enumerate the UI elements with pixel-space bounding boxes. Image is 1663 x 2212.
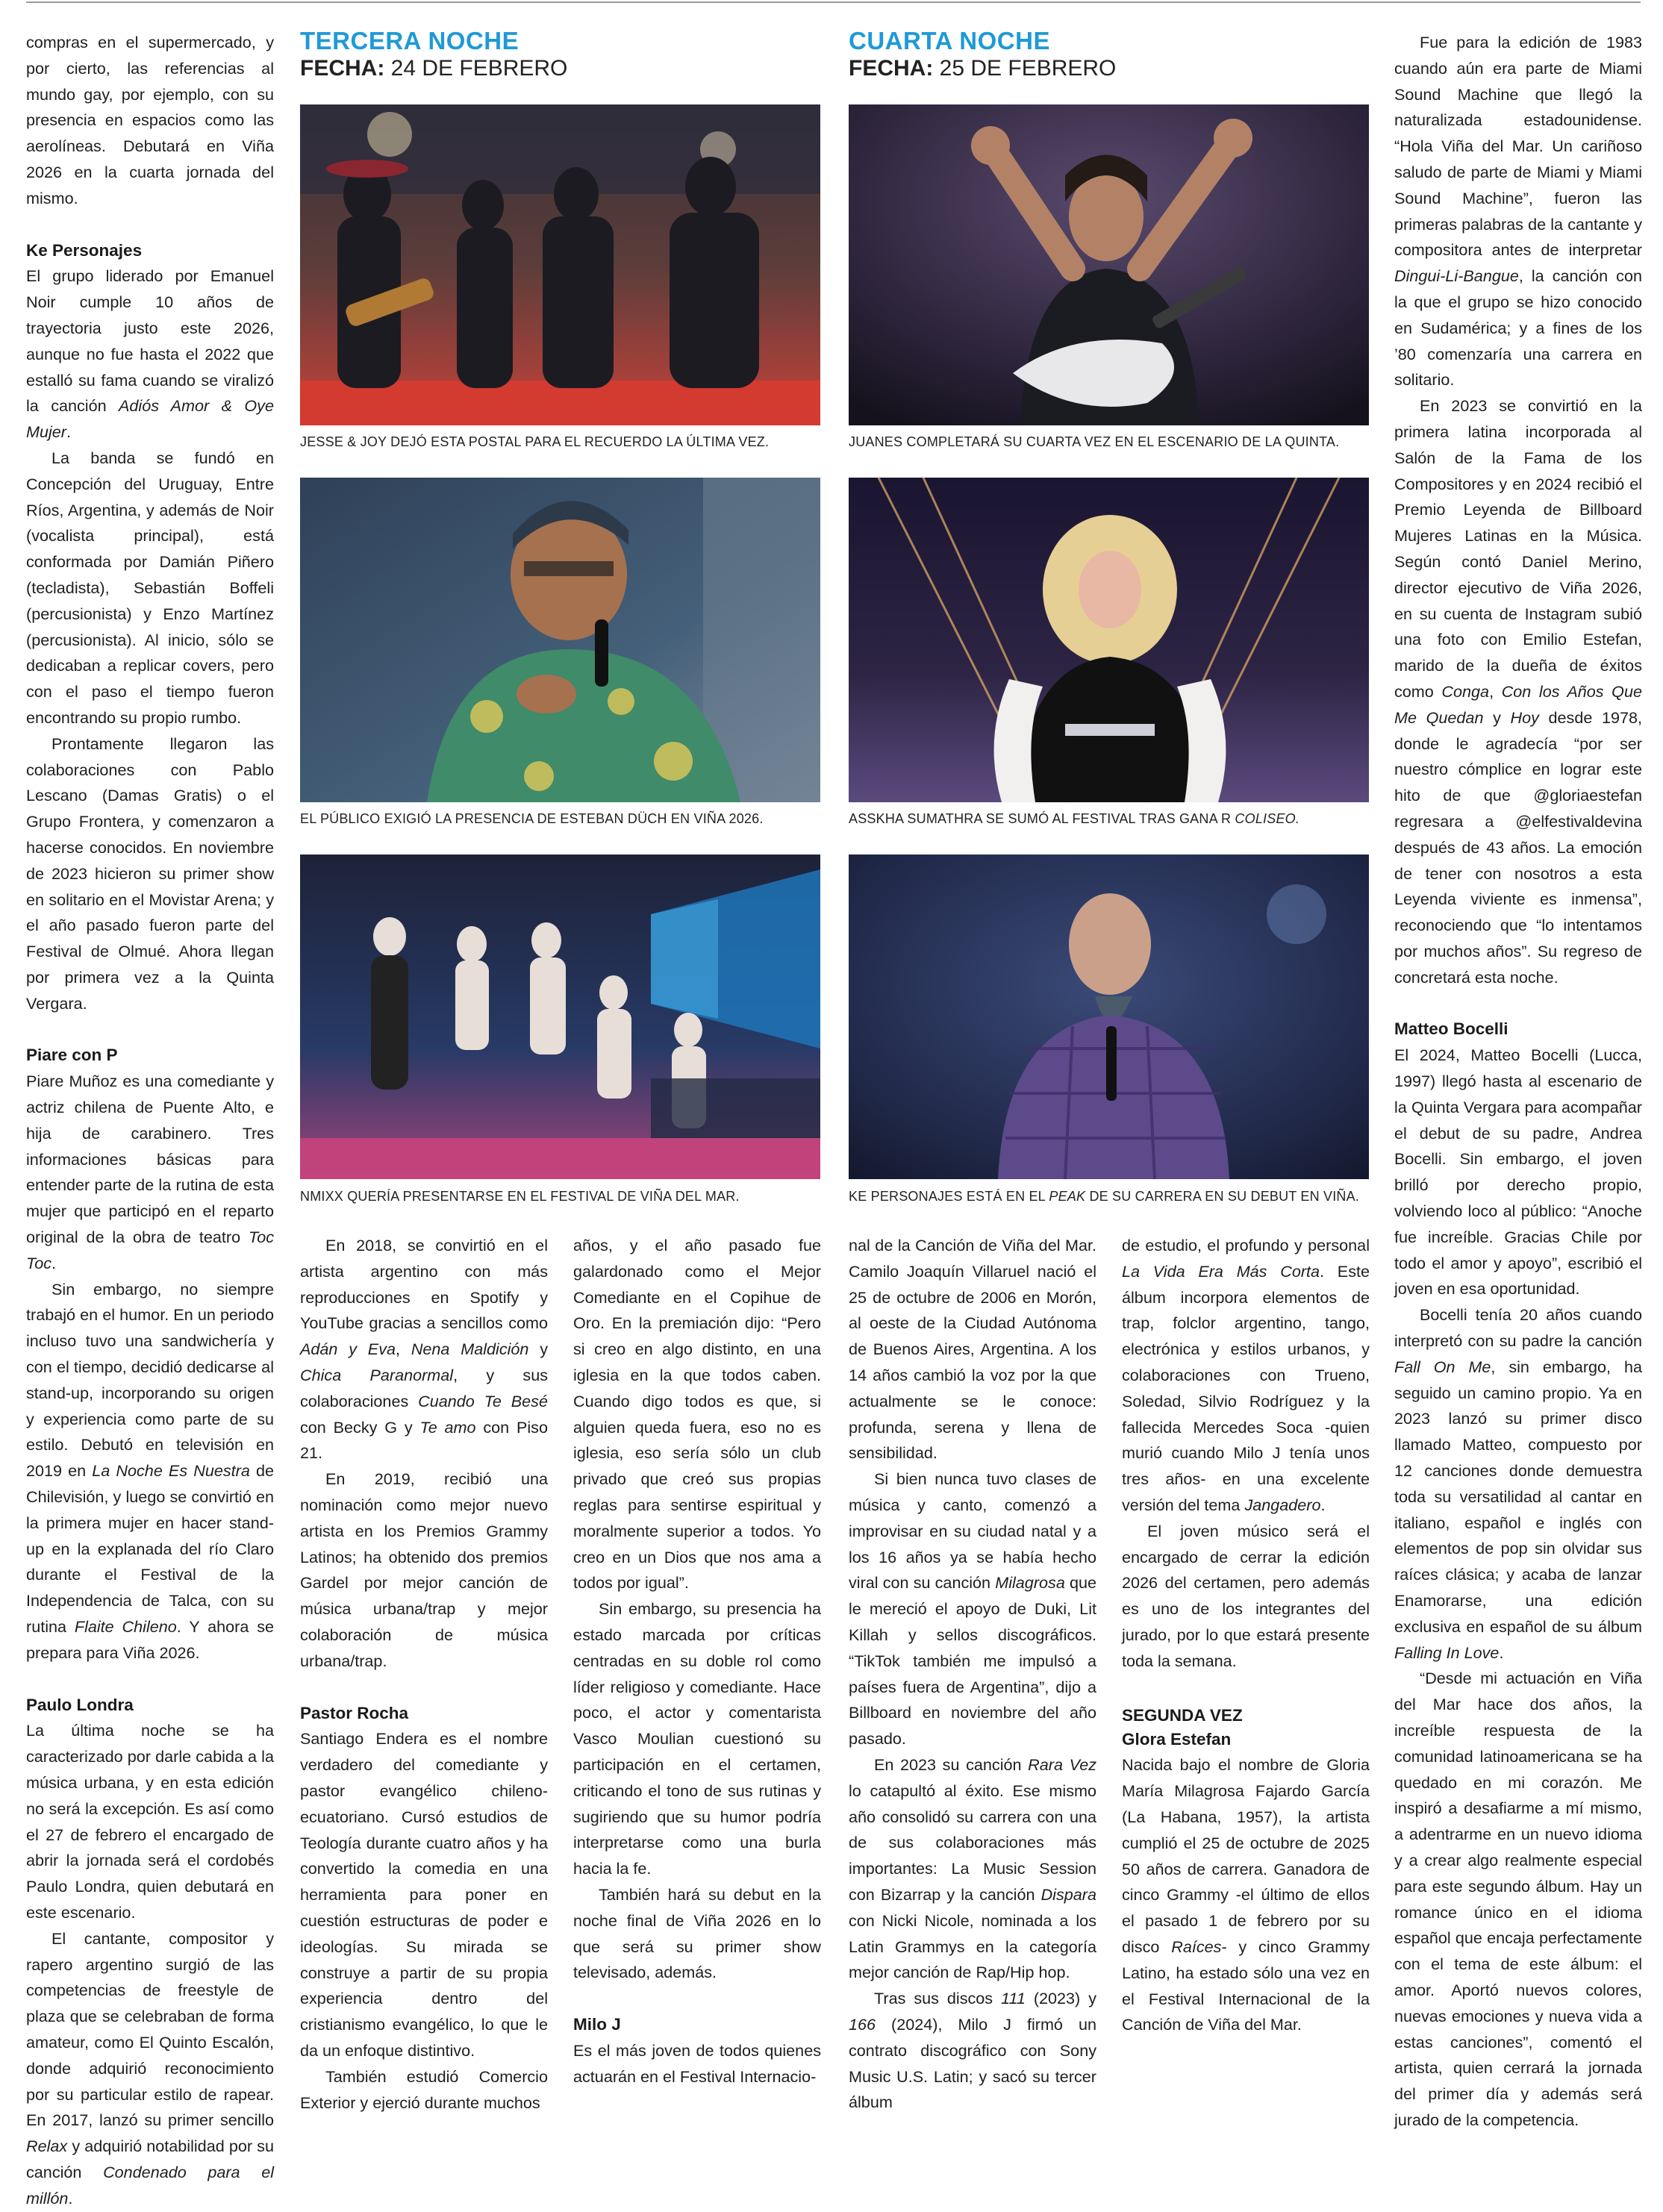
caption-jesse-joy: JESSE & JOY DEJÓ ESTA POSTAL PARA EL RECUERDO LA ÚLTIMA VEZ. xyxy=(300,434,770,449)
photo-juanes xyxy=(849,104,1369,425)
piare-paragraph-2: Sin embargo, no siempre trabajó en el humor. En un periodo incluso tuvo una sandwichería y con el tiempo, decidió dedicarse al stand-up, incorporando su origen y experiencia como parte de su estilo. Debutó en televisión en 2019 en La Noche Es Nuestra de Chilevisión, y luego se convirtió en la primera mujer en hacer stand-up en la explanada del río Claro durante el Festival de la Independencia de Talca, con su rutina Flaite Chileno. Y ahora se prepara para Viña 2026. xyxy=(26,1279,274,1662)
photo-asskha-sumathra xyxy=(849,478,1369,802)
paulo-paragraph-4: En 2019, recibió una nominación como mejor nuevo artista en los Premios Grammy Latinos; ha obtenido dos premios Gardel por mejor canción de música urbana/trap y mejor colaboración de música urbana/trap. xyxy=(300,1469,548,1670)
column-1 xyxy=(26,30,274,2212)
column-5 xyxy=(1122,1233,1370,2038)
caption-ke-personajes: KE PERSONAJES ESTÁ EN EL PEAK DE SU CARRERA EN SU DEBUT EN VIÑA. xyxy=(849,1189,1359,1204)
milo-j-heading: Milo J xyxy=(573,2015,621,2034)
tercera-noche-title: TERCERA NOCHE xyxy=(300,27,520,54)
piare-heading: Piare con P xyxy=(26,1046,118,1065)
column-3 xyxy=(573,1233,821,2090)
photo-esteban-duch xyxy=(300,478,820,802)
pastor-paragraph-5: También hará su debut en la noche final de Viña 2026 en lo que será su primer show televisado, además. xyxy=(573,1884,821,1982)
ke-paragraph-1: El grupo liderado por Emanuel Noir cumple 10 años de trayectoria justo este 2026, aunque no fue hasta el 2022 que estalló su fama cuando se viralizó la canción Adiós Amor & Oye Mujer. xyxy=(26,266,274,442)
gloria-paragraph-1: Nacida bajo el nombre de Gloria María Milagrosa Fajardo García (La Habana, 1957), la artista cumplió el 25 de octubre de 2025 50 años de carrera. Ganadora de cinco Grammy -el último de ellos el pasado 1 de febrero por su disco Raíces- y cinco Grammy Latino, ha estado sólo una vez en el Festival Internacional de la Canción de Viña del Mar. xyxy=(1122,1755,1370,2034)
milo-paragraph-3: Si bien nunca tuvo clases de música y canto, comenzó a improvisar en su ciudad natal y a los 16 años ya se había hecho viral con su canción Milagrosa que le mereció el apoyo de Duki, Lit Killah y sellos discográficos. “TikTok también me impulsó a países fuera de Argentina”, dijo a Billboard en noviembre del año pasado. xyxy=(849,1469,1096,1749)
pastor-rocha-heading: Pastor Rocha xyxy=(300,1703,409,1722)
milo-paragraph-2: nal de la Canción de Viña del Mar. Camilo Joaquín Villaruel nació el 25 de octubre de 2006 en Morón, al oeste de la Ciudad Autónoma de Buenos Aires, Argentina. A los 14 años cambió la voz por la que actualmente se le conoce: profunda, serena y llena de sensibilidad. xyxy=(849,1236,1096,1463)
pastor-paragraph-4: Sin embargo, su presencia ha estado marcada por críticas centradas en su doble rol como líder religioso y comediante. Hace poco, el actor y comentarista Vasco Moulian cuestionó su participación en el certamen, criticando el tono de sus rutinas y sugiriendo que su humor podría interpretarse como una burla hacia la fe. xyxy=(573,1599,821,1878)
cuarta-noche-date: FECHA: 25 DE FEBRERO xyxy=(849,56,1117,81)
gloria-paragraph-3: En 2023 se convirtió en la primera latina incorporada al Salón de la Fama de los Compositores y en 2024 recibió el Premio Leyenda de Billboard Mujeres Latinas en la Música. Según contó Daniel Merino, director ejecutivo de Viña 2026, en su cuenta de Instagram subió una foto con Emilio Estefan, marido de la dueña de éxitos como Conga, Con los Años Que Me Quedan y Hoy desde 1978, donde le agradecía “por ser nuestro cómplice en lograr este hito de que @gloriaestefan regresara a @elfestivaldevina después de 43 años. La emoción de tener con nosotros a esta Leyenda viviente es inmensa”, reconociendo que “lo intentamos por muchos años”. Su regreso de concretará esta noche. xyxy=(1394,396,1643,987)
piare-paragraph-1: Piare Muñoz es una comediante y actriz chilena de Puente Alto, e hija de carabinero. Tres informaciones básicas para entender parte de la rutina de esta mujer que participó en el reparto original de la obra de teatro Toc Toc. xyxy=(26,1072,274,1272)
gloria-estefan-heading: Glora Estefan xyxy=(1122,1729,1232,1749)
paulo-londra-heading: Paulo Londra xyxy=(26,1695,134,1714)
milo-paragraph-4: En 2023 su canción Rara Vez lo catapultó al éxito. Ese mismo año consolidó su carrera con una de sus colaboraciones más importantes: La Music Session con Bizarrap y la canción Dispara con Nicki Nicole, nominada a los Latin Grammys en la categoría mejor canción de Rap/Hip hop. xyxy=(849,1755,1097,1982)
cuarta-noche-title: CUARTA NOCHE xyxy=(849,27,1050,54)
paulo-paragraph-2: El cantante, compositor y rapero argentino surgió de las competencias de freestyle de plaza que se celebraban de forma amateur, como El Quinto Escalón, donde adquirió reconocimiento por su particular estilo de rapear. En 2017, lanzó su primer sencillo Relax y adquirió notabilidad por su canción Condenado para el millón. xyxy=(26,1928,274,2208)
milo-paragraph-6: de estudio, el profundo y personal La Vida Era Más Corta. Este álbum incorpora elementos de trap, folclor argentino, tango, electrónica y estilos urbanos, y colaboraciones con Trueno, Soledad, Silvio Rodríguez y la fallecida Mercedes Soca -quien murió cuando Milo J tenía unos tres años- en una excelente versión del tema Jangadero. xyxy=(1122,1236,1370,1514)
pastor-paragraph-3: años, y el año pasado fue galardonado como el Mejor Comediante en el Copihue de Oro. En la premiación dijo: “Pero si creo en algo distinto, en una iglesia en la que todos caben. Cuando digo todos es que, si alguien queda fuera, eso no es iglesia, eso sería sólo un club privado que creó sus propias reglas para sentirse espiritual y moralmente superior a todos. Yo creo en un Dios que nos ama a todos por igual”. xyxy=(573,1236,821,1593)
milo-paragraph-5: Tras sus discos 111 (2023) y 166 (2024), Milo J firmó un contrato discográfico con Sony Music U.S. Latin; y sacó su tercer álbum xyxy=(849,1989,1096,2112)
ke-paragraph-3: Prontamente llegaron las colaboraciones con Pablo Lescano (Damas Gratis) o el Grupo Frontera, y comenzaron a hacerse conocidos. En noviembre de 2023 hicieron su primer show en solitario en el Movistar Arena; y el año pasado fueron parte del Festival de Olmué. Ahora llegan por primera vez a la Quinta Vergara. xyxy=(26,734,274,1013)
column-6 xyxy=(1394,30,1642,2134)
milo-paragraph-1: Es el más joven de todos quienes actuarán en el Festival Internacio- xyxy=(573,2040,821,2086)
tercera-noche-date: FECHA: 24 DE FEBRERO xyxy=(300,56,568,81)
pastor-paragraph-1: Santiago Endera es el nombre verdadero del comediante y pastor evangélico chileno-ecuatoriano. Cursó estudios de Teología durante cuatro años y ha convertido la comedia en una herramienta para poner en cuestión estructuras de poder e ideologías. Su mirada se construye a partir de su propia experiencia dentro del cristianismo evangélico, lo que le da un enfoque distintivo. xyxy=(300,1729,548,2060)
caption-juanes: JUANES COMPLETARÁ SU CUARTA VEZ EN EL ESCENARIO DE LA QUINTA. xyxy=(849,434,1340,449)
paulo-paragraph-3: En 2018, se convirtió en el artista argentino con más reproducciones en Spotify y YouTube gracias a sencillos como Adán y Eva, Nena Maldición y Chica Paranormal, y sus colaboraciones Cuando Te Besé con Becky G y Te amo con Piso 21. xyxy=(300,1236,549,1463)
paulo-paragraph-1: La última noche se ha caracterizado por darle cabida a la música urbana, y en esta edición no será la excepción. Es así como el 27 de febrero el encargado de abrir la jornada será el cordobés Paulo Londra, quien debutará en este escenario. xyxy=(26,1721,274,1922)
ke-paragraph-2: La banda se fundó en Concepción del Uruguay, Entre Ríos, Argentina, y además de Noir (vocalista principal), está conformada por Damián Piñero (tecladista), Sebastián Boffeli (percusionista) y Enzo Martínez (percusionista). Al inicio, sólo se dedicaban a replicar covers, pero con el paso el tiempo fueron encontrando su propio rumbo. xyxy=(26,448,274,727)
pastor-paragraph-2: También estudió Comercio Exterior y ejerció durante muchos xyxy=(300,2066,548,2112)
tercera-noche-header xyxy=(300,27,567,82)
photo-ke-personajes xyxy=(849,855,1369,1179)
gloria-paragraph-2: Fue para la edición de 1983 cuando aún era parte de Miami Sound Machine que llegó la naturalizada estadounidense. “Hola Viña del Mar. Un cariñoso saludo de parte de Miami y Miami Sound Machine”, fueron las primeras palabras de la cantante y compositora antes de interpretar Dingui-Li-Bangue, la canción con la que el grupo se hizo conocido en Sudamérica; y a fines de los ’80 comenzaría una carrera en solitario. xyxy=(1394,33,1642,390)
caption-asskha-sumathra: ASSKHA SUMATHRA SE SUMÓ AL FESTIVAL TRAS GANA R COLISEO. xyxy=(849,811,1300,826)
matteo-paragraph-2: Bocelli tenía 20 años cuando interpretó con su padre la canción Fall On Me, sin embargo, ha seguido un camino propio. Ya en 2023 lanzó su primer disco llamado Matteo, compuesto por 12 canciones donde demuestra toda su versatilidad al cantar en italiano, español e inglés con elementos de pop sin olvidar sus raíces clásica; y acaba de lanzar Enamorarse, una edición exclusiva en español de su álbum Falling In Love. xyxy=(1394,1305,1642,1662)
cuarta-noche-header xyxy=(849,27,1116,82)
photo-jesse-joy xyxy=(300,104,820,425)
ke-personajes-heading: Ke Personajes xyxy=(26,240,143,260)
col1-intro: compras en el supermercado, y por cierto, las referencias al mundo gay, por ejemplo, con su presencia en espacios como las aerolíneas. Debutará en Viña 2026 en la cuarta jornada del mismo. xyxy=(26,33,274,207)
milo-paragraph-7: El joven músico será el encargado de cerrar la edición 2026 del certamen, pero además es uno de los integrantes del jurado, por lo que estará presente toda la semana. xyxy=(1122,1521,1370,1670)
matteo-bocelli-heading: Matteo Bocelli xyxy=(1394,1019,1508,1039)
matteo-paragraph-1: El 2024, Matteo Bocelli (Lucca, 1997) llegó hasta al escenario de la Quinta Vergara para acompañar el debut de su padre, Andrea Bocelli. Sin embargo, el joven brilló por derecho propio, volviendo loco al público: “Anoche fue increíble. Gracias Chile por todo el amor y apoyo”, escribió el joven en esa oportunidad. xyxy=(1394,1046,1642,1299)
top-rule xyxy=(26,1,1641,3)
caption-esteban-duch: EL PÚBLICO EXIGIÓ LA PRESENCIA DE ESTEBAN DÜCH EN VIÑA 2026. xyxy=(300,811,764,826)
caption-nmixx: NMIXX QUERÍA PRESENTARSE EN EL FESTIVAL DE VIÑA DEL MAR. xyxy=(300,1189,740,1204)
matteo-paragraph-3: “Desde mi actuación en Viña del Mar hace dos años, la increíble respuesta de la comunidad latinoamericana se ha quedado en mi corazón. Me inspiró a desafiarme a mí mismo, a adentrarme en un nuevo idioma y a crear algo realmente especial para este segundo álbum. Hay un romance único en el idioma español que encaja perfectamente con el tema de este álbum: el amor. Aportó nuevos colores, nuevas emociones y nueva vida a estas canciones”, comentó el artista, quien cerrará la jornada del primer día y además será jurado de la competencia. xyxy=(1394,1669,1642,2129)
photo-nmixx xyxy=(300,855,820,1179)
column-4 xyxy=(849,1233,1096,2116)
segunda-vez-kicker: SEGUNDA VEZ xyxy=(1122,1705,1243,1725)
column-2 xyxy=(300,1233,548,2116)
